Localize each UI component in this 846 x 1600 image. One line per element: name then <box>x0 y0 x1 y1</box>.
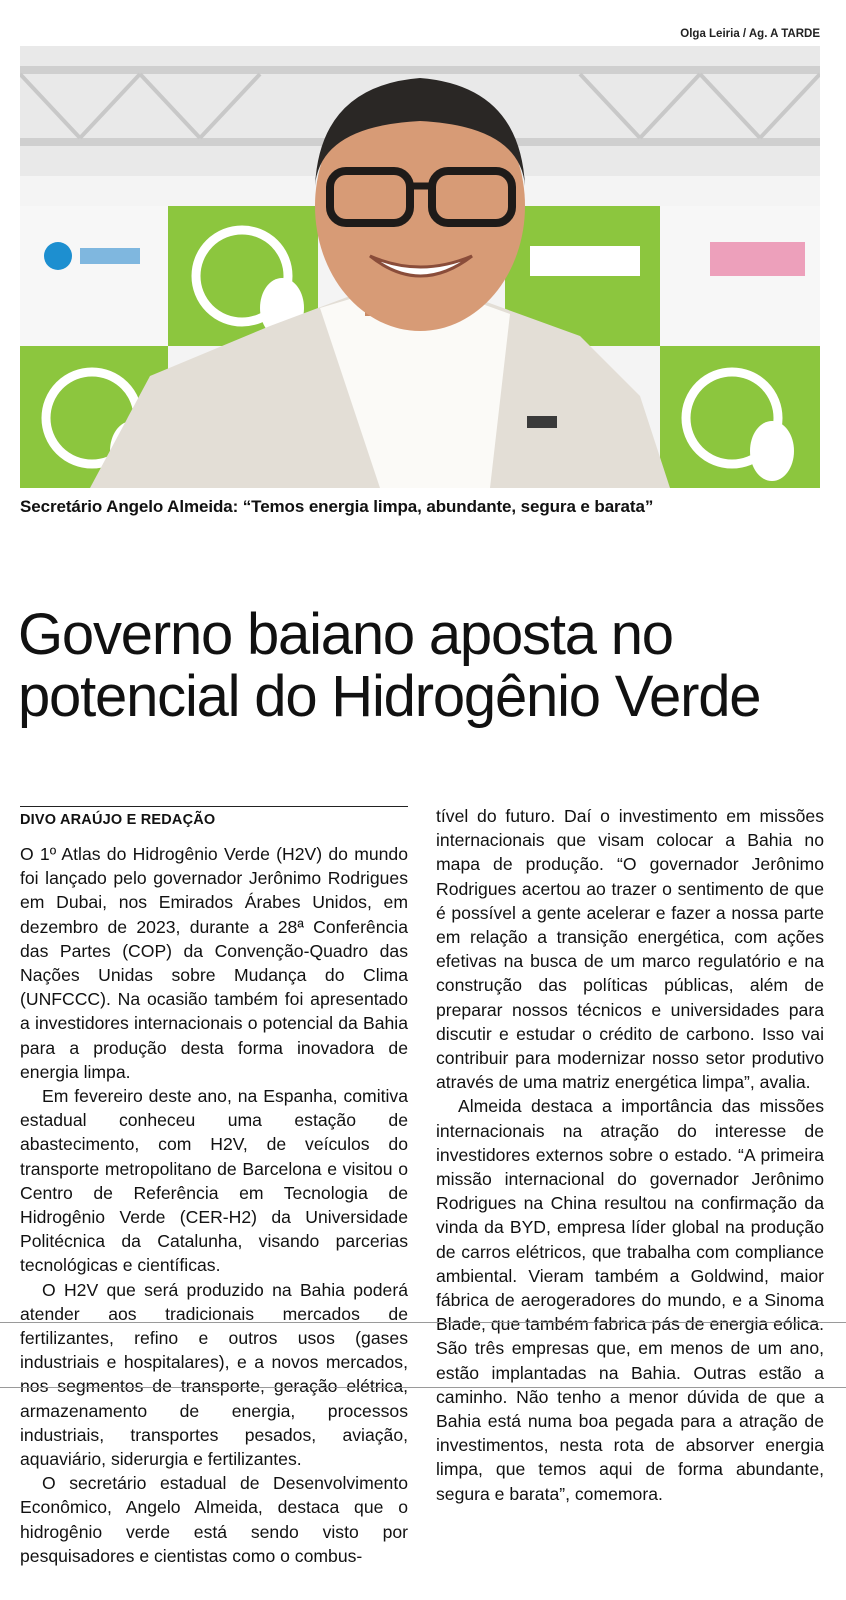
paragraph: Almeida destaca a importância das missões internacionais na atração do interesse de investidores externos sobre o estado. “A primeira missão internacional do governador Jerônimo Rodrigues na China resultou na confirmação da vinda da BYD, empresa líder global na produção de carros elétricos, que trabalha com compliance ambiental. Vieram também a Goldwind, maior fábrica de aerogeradores do mundo, e a Sinoma Blade, que também fabrica pás de energia eólica. São três empresas que, em menos de um ano, estão implantadas na Bahia. Outras estão a caminho. Não tenho a menor dúvida de que a Bahia está numa boa pegada para a atração de investimentos, nesta rota de absorver energia limpa, que temos aqui de forma abundante, segura e barata”, comemora. <box>436 1096 824 1504</box>
headline: Governo baiano aposta no potencial do Hidrogênio Verde <box>18 602 761 729</box>
paragraph: O 1º Atlas do Hidrogênio Verde (H2V) do mundo foi lançado pelo governador Jerônimo Rodrigues em Dubai, nos Emirados Árabes Unidos, em dezembro de 2023, durante a 28ª Conferência das Partes (COP) da Convenção-Quadro das Nações Unidas sobre Mudança do Clima (UNFCCC). Na ocasião também foi apresentado a investidores internacionais o potencial da Bahia para a produção desta forma inovadora de energia limpa. <box>20 844 408 1082</box>
byline-rule <box>20 806 408 807</box>
fold-line <box>0 1322 846 1323</box>
paragraph: O H2V que será produzido na Bahia poderá atender aos tradicionais mercados de fertilizantes, refino e outros usos (gases industriais e hospitalares), e a novos mercados, nos segmentos de transporte, geração elétrica, armazenamento de energia, processos industriais, transportes pesados, aviação, aquaviário, siderurgia e fertilizantes. <box>20 1279 408 1470</box>
article-column-right <box>436 804 824 1506</box>
article-photo <box>20 46 820 488</box>
paragraph: Em fevereiro deste ano, na Espanha, comitiva estadual conheceu uma estação de abastecimento, com H2V, de veículos do transporte metropolitano de Barcelona e visitou o Centro de Referência em Tecnologia de Hidrogênio Verde (CER-H2) da Universidade Politécnica da Catalunha, visando parcerias tecnológicas e científicas. <box>20 1086 408 1276</box>
byline: DIVO ARAÚJO E REDAÇÃO <box>20 812 216 828</box>
paragraph: tível do futuro. Daí o investimento em missões internacionais que visam colocar a Bahia no mapa de produção. “O governador Jerônimo Rodrigues acertou ao trazer o sentimento de que é possível a gente acelerar e fazer a nossa parte em relação a transição energética, com ações efetivas na busca de um marco regulatório e na construção das políticas públicas, além de preparar nossos técnicos e universidades para discutir e estudar o crédito de carbono. Isso vai contribuir para modernizar nosso setor produtivo através de uma matriz energética limpa”, avalia. <box>436 806 824 1093</box>
article-column-left <box>20 842 408 1568</box>
fold-line <box>0 1387 846 1388</box>
paragraph: O secretário estadual de Desenvolvimento Econômico, Angelo Almeida, destaca que o hidrogênio verde está sendo visto por pesquisadores e cientistas como o combus- <box>20 1473 408 1566</box>
portrait-photo-icon <box>20 46 820 488</box>
photo-credit: Olga Leiria / Ag. A TARDE <box>680 28 820 40</box>
photo-caption: Secretário Angelo Almeida: “Temos energia limpa, abundante, segura e barata” <box>20 497 654 516</box>
